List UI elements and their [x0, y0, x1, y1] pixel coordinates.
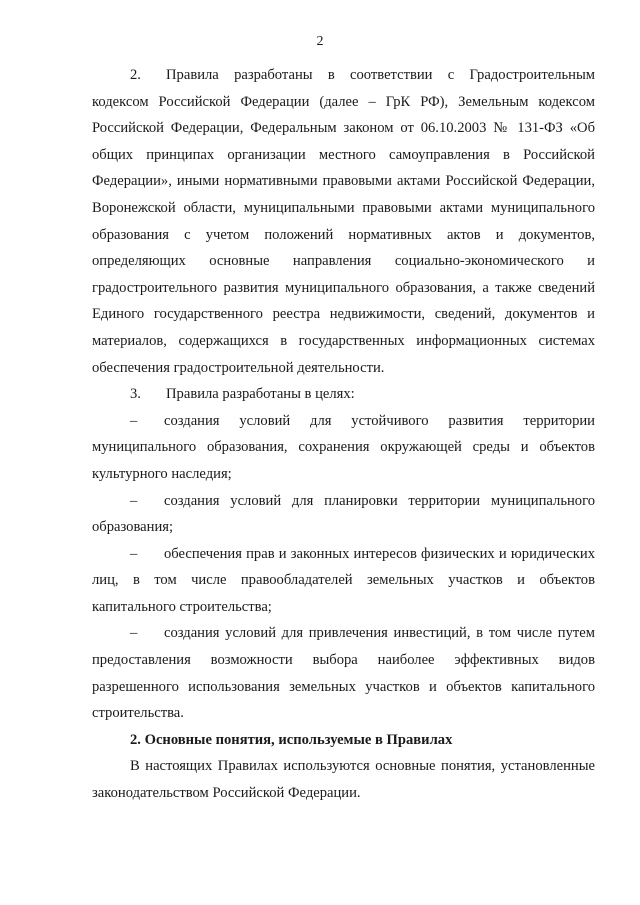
goal-list-item	[92, 408, 595, 488]
goal-text: обеспечения прав и законных интересов физических и юридических лиц, в том числе правообладателей земельных участков и объектов капитального строительства;	[92, 545, 595, 615]
paragraph-item-2	[92, 62, 595, 381]
goal-list-item	[92, 488, 595, 541]
list-dash-marker: –	[130, 625, 138, 642]
goal-text: создания условий для устойчивого развития территории муниципального образования, сохранения окружающей среды и объектов культурного наследия;	[92, 412, 595, 482]
list-dash-marker: –	[130, 545, 138, 562]
goal-text: создания условий для привлечения инвестиций, в том числе путем предоставления возможности выбора наиболее эффективных видов разрешенного использования земельных участков и объектов капитального строительства.	[92, 625, 595, 722]
goal-list-item	[92, 541, 595, 621]
section-heading: 2. Основные понятия, используемые в Правилах	[130, 731, 453, 748]
list-dash-marker: –	[130, 412, 138, 429]
goal-list-item	[92, 620, 595, 726]
paragraph-item-3	[92, 381, 595, 408]
item-text: Правила разработаны в целях:	[166, 386, 355, 403]
goal-text: создания условий для планировки территории муниципального образования;	[92, 492, 595, 536]
item-text: Правила разработаны в соответствии с Градостроительным кодексом Российской Федерации (далее – ГрК РФ), Земельным кодексом Российской Федерации, Федеральным законом от 06.10.2003 № 131-ФЗ «Об общих принципах организации местного самоуправления в Российской Федерации», иными нормативными правовыми актами Российской Федерации, Воронежской области, муниципальными правовыми актами муниципального образования с учетом положений нормативных актов и документов, определяющих основные направления социально-экономического и градостроительного развития муниципального образования, а также сведений Единого государственного реестра недвижимости, сведений, документов и материалов, содержащихся в государственных информационных системах обеспечения градостроительной деятельности.	[92, 67, 595, 376]
page-number: 2	[316, 34, 324, 49]
list-dash-marker: –	[130, 492, 138, 509]
section-paragraph: В настоящих Правилах используются основные понятия, установленные законодательством Российской Федерации.	[92, 758, 595, 802]
document-body	[92, 62, 595, 807]
item-number: 3.	[130, 386, 141, 403]
item-number: 2.	[130, 67, 141, 83]
